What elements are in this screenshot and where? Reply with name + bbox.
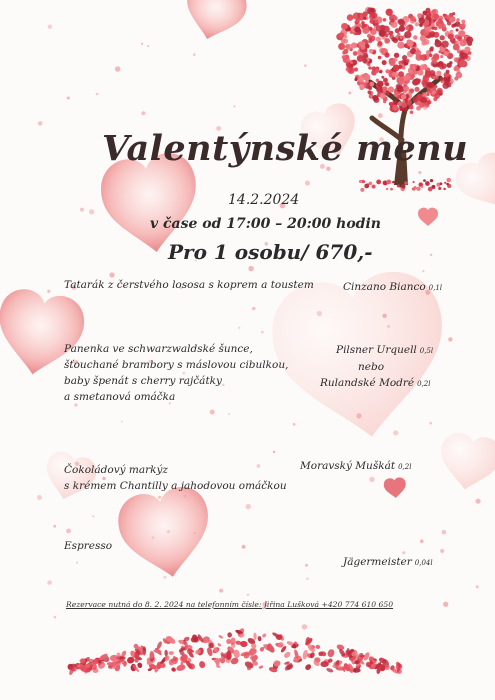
course-line: Tatarák z čerstvého lososa s koprem a toustem	[64, 279, 314, 291]
drink-volume: 0,1l	[428, 284, 443, 292]
menu-title: Valentýnské menu	[102, 128, 469, 169]
course-line: Espresso	[64, 540, 113, 552]
course-line: Panenka ve schwarzwaldské šunce,	[64, 343, 253, 355]
course-main	[64, 341, 288, 405]
drink-pilsner	[336, 344, 433, 356]
course-dessert	[64, 462, 287, 494]
course-line: baby špenát s cherry rajčátky	[64, 375, 222, 387]
drink-name: Rulandské Modré	[320, 377, 415, 389]
drink-volume: 0,04l	[414, 559, 433, 567]
drink-name: Pilsner Urquell	[336, 344, 417, 356]
drink-volume: 0,5l	[419, 347, 434, 355]
drink-muskat	[300, 460, 411, 472]
drink-name: Jägermeister	[343, 556, 412, 568]
course-line: s krémem Chantilly a jahodovou omáčkou	[64, 480, 287, 492]
drink-name: Cinzano Bianco	[343, 281, 426, 293]
course-line: Čokoládový markýz	[64, 464, 168, 476]
drink-cinzano	[343, 281, 442, 293]
drink-volume: 0,2l	[398, 463, 412, 471]
course-line: a smetanová omáčka	[64, 391, 176, 403]
event-time: v čase od 17:00 – 20:00 hodin	[150, 216, 381, 232]
drink-name: nebo	[358, 361, 385, 373]
menu-price: Pro 1 osobu/ 670,-	[168, 240, 373, 264]
drink-jagermeister	[343, 556, 433, 568]
event-date: 14.2.2024	[228, 192, 300, 208]
course-line: šťouchané brambory s máslovou cibulkou,	[64, 359, 289, 371]
drink-or	[358, 361, 384, 373]
drink-rulandske	[320, 377, 430, 389]
course-coffee	[64, 538, 112, 554]
course-starter	[64, 277, 314, 293]
drink-volume: 0,2l	[417, 380, 431, 388]
drink-name: Moravský Muškát	[300, 460, 396, 472]
reservation-note: Rezervace nutná do 8. 2. 2024 na telefonním čísle: Jiřina Lušková +420 774 610 650	[66, 600, 394, 609]
